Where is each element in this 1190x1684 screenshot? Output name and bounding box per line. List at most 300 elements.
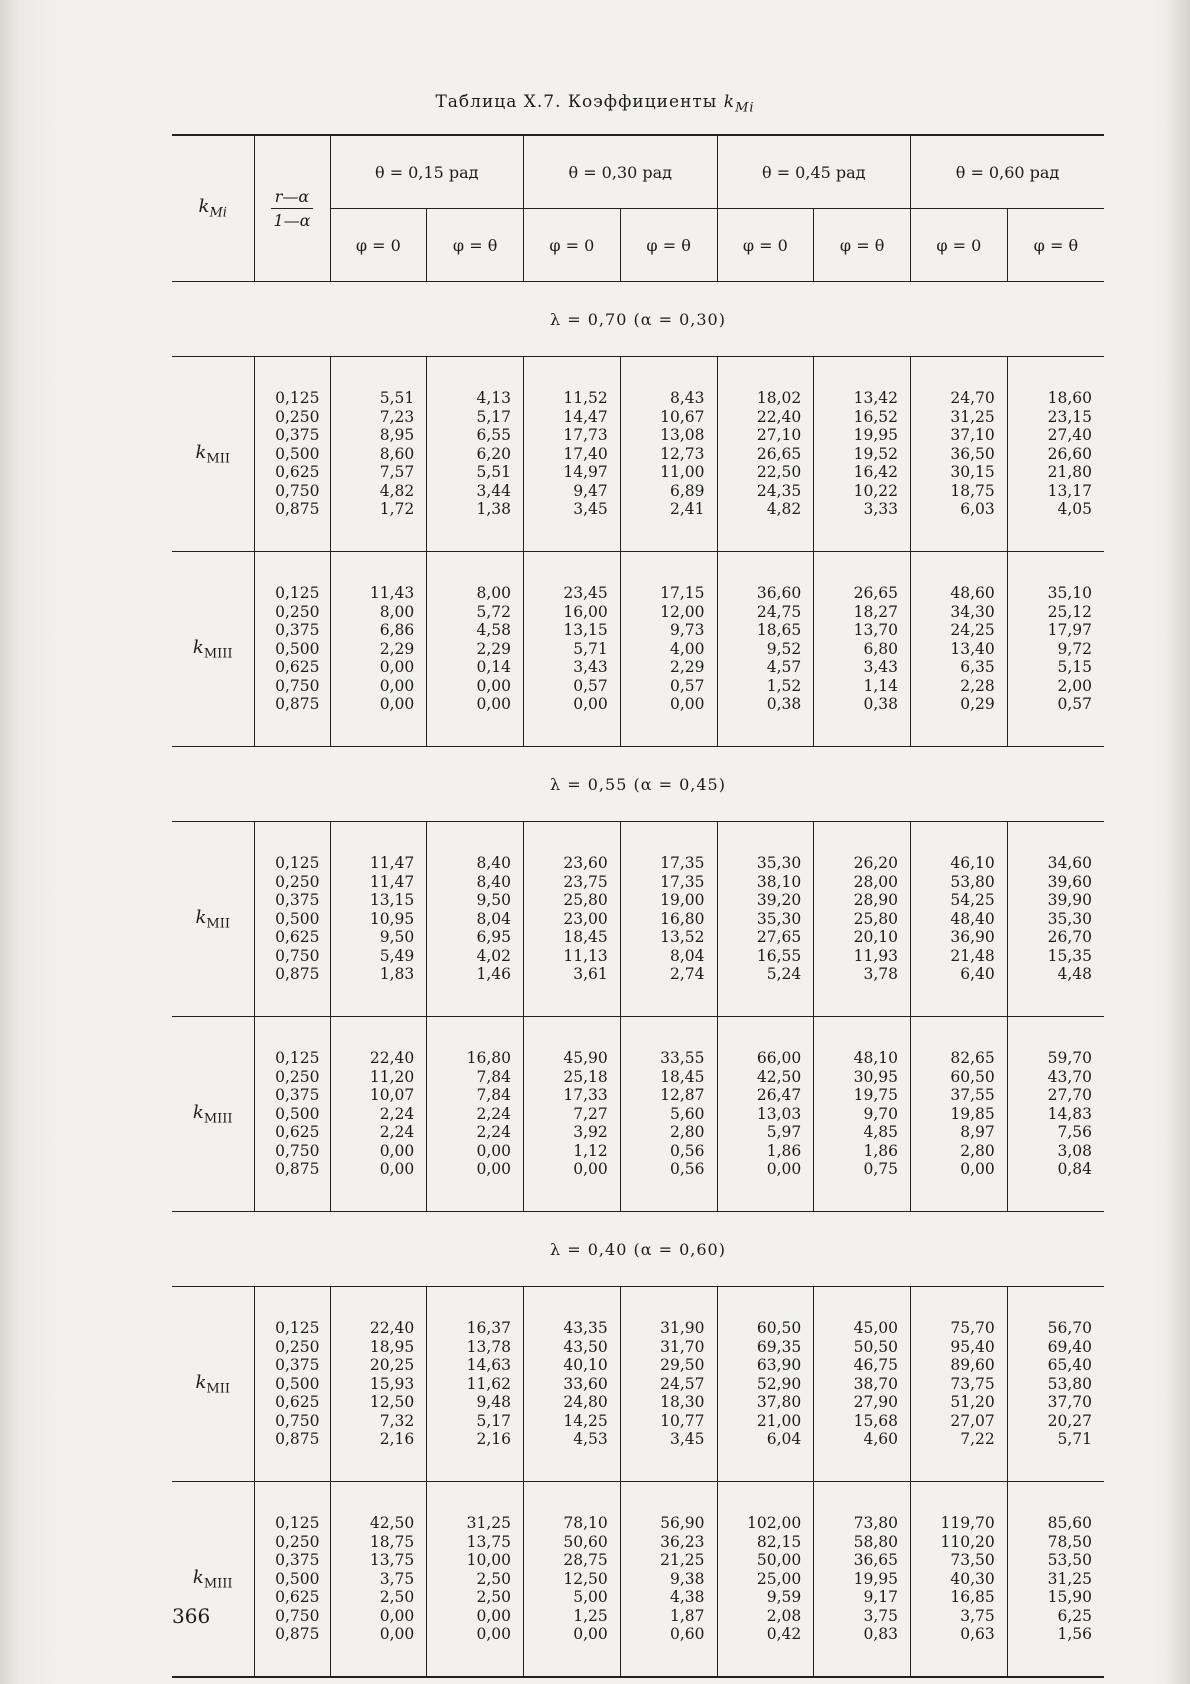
coefficient-values-cell: [911, 1287, 1008, 1482]
coefficient-value: 14,63: [466, 1356, 511, 1375]
coefficient-value: 1,25: [573, 1606, 608, 1625]
coefficient-value: 56,70: [1047, 1319, 1092, 1338]
coefficient-value: 16,55: [756, 946, 802, 965]
coefficient-value: 3,08: [1057, 1141, 1092, 1160]
coefficient-value: 26,70: [1047, 928, 1092, 947]
coefficient-value: 9,50: [379, 928, 415, 947]
coefficient-value: 35,10: [1047, 584, 1092, 603]
coefficient-value: 73,50: [950, 1551, 995, 1570]
coefficient-value: 8,00: [379, 602, 415, 621]
coefficient-value: 5,17: [476, 407, 511, 426]
coefficient-value: 0,00: [476, 1141, 511, 1160]
ratio-values-cell: [254, 552, 330, 747]
ratio-value: 0,125: [275, 1049, 320, 1068]
coefficient-value: 0,75: [863, 1160, 898, 1179]
coefficient-value: 8,40: [476, 854, 511, 873]
coefficient-value: 39,90: [1047, 891, 1092, 910]
coefficient-value: 3,75: [863, 1606, 898, 1625]
coefficient-value: 1,12: [573, 1141, 608, 1160]
coefficient-value: 24,70: [950, 389, 995, 408]
ratio-value: 0,125: [275, 1319, 320, 1338]
coefficient-value: 27,65: [756, 928, 802, 947]
ratio-value: 0,375: [275, 891, 320, 910]
coefficient-value: 13,03: [756, 1104, 802, 1123]
table-title-symbol: k: [723, 92, 736, 112]
coefficient-value: 33,60: [563, 1374, 608, 1393]
coefficient-value: 0,00: [379, 1160, 415, 1179]
coefficient-value: 7,56: [1057, 1123, 1092, 1142]
coefficient-value: 15,93: [369, 1374, 415, 1393]
coefficient-value: 4,58: [476, 621, 511, 640]
coefficient-value: 1,72: [379, 500, 415, 519]
coefficient-value: 5,60: [669, 1104, 705, 1123]
coefficient-value: 53,80: [1047, 1374, 1092, 1393]
coefficient-value: 15,35: [1047, 946, 1092, 965]
coefficient-label: [172, 357, 254, 552]
coefficient-value: 6,95: [476, 928, 511, 947]
coefficient-value: 19,95: [853, 426, 898, 445]
ratio-denominator: 1—α: [273, 211, 311, 230]
coefficient-value: 50,50: [853, 1337, 898, 1356]
coefficient-value: 7,57: [379, 463, 415, 482]
coefficient-value: 20,10: [853, 928, 898, 947]
coefficient-values-cell: [330, 1287, 427, 1482]
coefficient-value: 17,15: [660, 584, 705, 603]
coefficient-value: 0,00: [573, 695, 608, 714]
coefficient-value: 2,29: [669, 658, 705, 677]
ratio-value: 0,250: [275, 1337, 320, 1356]
header-kmi: [172, 135, 254, 282]
header-kmi-symbol: k: [198, 196, 210, 218]
ratio-value: 0,625: [275, 463, 320, 482]
ratio-value: 0,375: [275, 1086, 320, 1105]
coefficient-values-cell: [1007, 1017, 1104, 1212]
coefficient-value: 22,50: [756, 463, 802, 482]
coefficient-value: 18,65: [756, 621, 802, 640]
coefficients-table: [172, 134, 1104, 1678]
coefficient-value: 31,25: [466, 1514, 511, 1533]
coefficient-value: 0,56: [669, 1141, 705, 1160]
coefficient-values-cell: [524, 1017, 621, 1212]
coefficient-value: 40,30: [950, 1569, 995, 1588]
coefficient-value: 2,28: [960, 676, 995, 695]
coefficient-value: 26,60: [1047, 444, 1092, 463]
page-number: 366: [172, 1604, 211, 1628]
coefficient-value: 0,00: [379, 676, 415, 695]
coefficient-value: 16,42: [853, 463, 898, 482]
coefficient-value: 2,00: [1057, 676, 1092, 695]
lambda-section-row: [172, 282, 1104, 357]
coefficient-values-cell: [814, 822, 911, 1017]
coefficient-value: 15,68: [853, 1411, 898, 1430]
coefficient-value: 28,75: [563, 1551, 608, 1570]
coefficient-value: 9,47: [573, 481, 608, 500]
table-title: [0, 92, 1190, 115]
ratio-value: 0,375: [275, 621, 320, 640]
coefficient-subscript: MII: [206, 916, 230, 932]
coefficient-value: 0,29: [960, 695, 995, 714]
coefficient-value: 2,50: [379, 1588, 415, 1607]
coefficient-value: 43,50: [563, 1337, 608, 1356]
coefficient-value: 22,40: [369, 1049, 415, 1068]
coefficient-value: 3,75: [960, 1606, 995, 1625]
header-ratio: [254, 135, 330, 282]
coefficient-value: 8,40: [476, 872, 511, 891]
coefficient-value: 24,25: [950, 621, 995, 640]
coefficient-value: 82,65: [950, 1049, 995, 1068]
coefficient-values-cell: [1007, 552, 1104, 747]
lambda-section-label: λ = 0,55 (α = 0,45): [550, 774, 726, 794]
coefficient-value: 48,40: [950, 909, 995, 928]
coefficient-value: 18,75: [369, 1532, 415, 1551]
coefficient-value: 18,60: [1047, 389, 1092, 408]
table-body: [172, 282, 1104, 1678]
coefficient-value: 4,38: [669, 1588, 705, 1607]
coefficient-values-cell: [911, 1482, 1008, 1678]
coefficient-value: 2,29: [476, 639, 511, 658]
coefficient-value: 36,50: [950, 444, 995, 463]
header-theta-group: θ = 0,45 рад: [717, 135, 911, 209]
coefficient-value: 50,60: [563, 1532, 608, 1551]
coefficient-value: 26,20: [853, 854, 898, 873]
coefficient-value: 25,12: [1047, 602, 1092, 621]
coefficient-value: 24,75: [756, 602, 802, 621]
ratio-value: 0,875: [275, 1430, 320, 1449]
coefficient-value: 8,04: [476, 909, 511, 928]
coefficient-subscript: MIII: [203, 1111, 233, 1127]
coefficient-value: 110,20: [940, 1532, 995, 1551]
coefficient-value: 5,17: [476, 1411, 511, 1430]
coefficient-value: 42,50: [756, 1067, 802, 1086]
coefficient-value: 5,00: [573, 1588, 608, 1607]
coefficient-value: 13,75: [466, 1532, 511, 1551]
coefficient-values-cell: [814, 552, 911, 747]
coefficient-values-cell: [427, 1482, 524, 1678]
header-theta-group: θ = 0,30 рад: [524, 135, 718, 209]
coefficient-value: 16,37: [466, 1319, 511, 1338]
coefficient-value: 13,42: [853, 389, 898, 408]
coefficient-value: 35,30: [1047, 909, 1092, 928]
ratio-value: 0,500: [275, 909, 320, 928]
coefficient-value: 12,73: [660, 444, 705, 463]
coefficient-value: 18,95: [369, 1337, 415, 1356]
coefficient-value: 25,80: [563, 891, 608, 910]
coefficient-value: 31,70: [660, 1337, 705, 1356]
coefficient-values-cell: [330, 1482, 427, 1678]
ratio-value: 0,750: [275, 676, 320, 695]
coefficient-value: 0,57: [573, 676, 608, 695]
coefficient-value: 3,45: [573, 500, 608, 519]
coefficient-value: 5,71: [1057, 1430, 1092, 1449]
coefficient-value: 37,80: [756, 1393, 802, 1412]
coefficient-value: 5,71: [573, 639, 608, 658]
coefficient-value: 17,35: [660, 872, 705, 891]
coefficient-value: 18,45: [660, 1067, 705, 1086]
coefficient-values-cell: [717, 822, 814, 1017]
table-title-prefix: Таблица X.7. Коэффициенты: [435, 92, 718, 112]
coefficient-value: 11,62: [466, 1374, 511, 1393]
coefficient-value: 27,07: [950, 1411, 995, 1430]
coefficient-value: 0,14: [476, 658, 511, 677]
ratio-value: 0,250: [275, 407, 320, 426]
coefficient-value: 2,29: [379, 639, 415, 658]
coefficient-value: 6,35: [960, 658, 995, 677]
coefficient-value: 1,46: [476, 965, 511, 984]
coefficient-values-cell: [427, 1287, 524, 1482]
header-phi: φ = 0: [717, 209, 814, 282]
ratio-value: 0,625: [275, 1393, 320, 1412]
coefficient-value: 15,90: [1047, 1588, 1092, 1607]
coefficient-value: 4,82: [379, 481, 415, 500]
header-phi: φ = θ: [620, 209, 717, 282]
ratio-value: 0,625: [275, 1123, 320, 1142]
coefficient-value: 4,53: [573, 1430, 608, 1449]
coefficient-value: 0,42: [766, 1625, 802, 1644]
coefficient-value: 24,80: [563, 1393, 608, 1412]
coefficient-block-row: [172, 552, 1104, 747]
header-phi: φ = 0: [911, 209, 1008, 282]
coefficient-value: 39,60: [1047, 872, 1092, 891]
coefficient-value: 46,10: [950, 854, 995, 873]
coefficient-value: 3,92: [573, 1123, 608, 1142]
coefficient-value: 19,75: [853, 1086, 898, 1105]
coefficient-value: 52,90: [756, 1374, 802, 1393]
coefficient-value: 20,25: [369, 1356, 415, 1375]
coefficient-subscript: MII: [206, 451, 230, 467]
coefficient-value: 13,08: [660, 426, 705, 445]
ratio-value: 0,125: [275, 1514, 320, 1533]
ratio-value: 0,875: [275, 965, 320, 984]
coefficient-value: 45,00: [853, 1319, 898, 1338]
coefficient-value: 11,52: [563, 389, 608, 408]
coefficient-value: 0,00: [379, 658, 415, 677]
coefficient-value: 73,75: [950, 1374, 995, 1393]
coefficient-value: 36,60: [756, 584, 802, 603]
coefficient-value: 10,67: [660, 407, 705, 426]
coefficient-label: [172, 1287, 254, 1482]
coefficient-value: 51,20: [950, 1393, 995, 1412]
coefficient-value: 21,48: [950, 946, 995, 965]
coefficient-label: [172, 1017, 254, 1212]
coefficient-value: 3,33: [863, 500, 898, 519]
coefficient-value: 27,90: [853, 1393, 898, 1412]
coefficient-value: 56,90: [660, 1514, 705, 1533]
coefficient-subscript: MIII: [203, 1576, 233, 1592]
coefficient-value: 6,86: [379, 621, 415, 640]
coefficient-values-cell: [1007, 1482, 1104, 1678]
lambda-section-label: λ = 0,70 (α = 0,30): [550, 309, 726, 329]
coefficient-value: 0,00: [476, 676, 511, 695]
coefficient-value: 8,97: [960, 1123, 995, 1142]
coefficient-value: 1,86: [766, 1141, 802, 1160]
coefficient-value: 16,00: [563, 602, 608, 621]
coefficient-value: 2,24: [476, 1104, 511, 1123]
coefficient-value: 35,30: [756, 854, 802, 873]
coefficient-value: 26,47: [756, 1086, 802, 1105]
ratio-value: 0,875: [275, 695, 320, 714]
coefficient-value: 10,95: [369, 909, 415, 928]
coefficient-value: 2,74: [669, 965, 705, 984]
coefficient-value: 21,00: [756, 1411, 802, 1430]
coefficient-value: 78,50: [1047, 1532, 1092, 1551]
coefficient-values-cell: [620, 822, 717, 1017]
coefficient-value: 31,90: [660, 1319, 705, 1338]
coefficient-value: 59,70: [1047, 1049, 1092, 1068]
coefficient-block-row: [172, 1482, 1104, 1678]
ratio-value: 0,500: [275, 639, 320, 658]
coefficient-value: 10,77: [660, 1411, 705, 1430]
coefficient-value: 42,50: [369, 1514, 415, 1533]
coefficient-value: 17,73: [563, 426, 608, 445]
coefficient-label: [172, 1482, 254, 1678]
coefficient-value: 36,90: [950, 928, 995, 947]
coefficient-values-cell: [814, 1017, 911, 1212]
coefficient-value: 9,59: [766, 1588, 802, 1607]
coefficient-value: 0,57: [1057, 695, 1092, 714]
coefficient-value: 16,85: [950, 1588, 995, 1607]
coefficient-block-row: [172, 822, 1104, 1017]
coefficient-value: 8,60: [379, 444, 415, 463]
coefficient-value: 1,14: [863, 676, 898, 695]
coefficient-label: [172, 552, 254, 747]
coefficient-value: 10,07: [369, 1086, 415, 1105]
coefficient-value: 4,48: [1057, 965, 1092, 984]
coefficient-value: 18,45: [563, 928, 608, 947]
coefficient-value: 2,16: [379, 1430, 415, 1449]
coefficient-value: 25,18: [563, 1067, 608, 1086]
coefficient-values-cell: [814, 1287, 911, 1482]
coefficient-values-cell: [1007, 357, 1104, 552]
coefficient-value: 26,65: [853, 584, 898, 603]
coefficient-value: 8,00: [476, 584, 511, 603]
coefficient-value: 65,40: [1047, 1356, 1092, 1375]
coefficient-values-cell: [814, 357, 911, 552]
ratio-value: 0,625: [275, 658, 320, 677]
coefficient-values-cell: [717, 1482, 814, 1678]
coefficient-value: 25,00: [756, 1569, 802, 1588]
coefficient-value: 8,95: [379, 426, 415, 445]
coefficient-values-cell: [620, 1017, 717, 1212]
ratio-values-cell: [254, 822, 330, 1017]
coefficient-value: 39,20: [756, 891, 802, 910]
coefficient-value: 48,60: [950, 584, 995, 603]
coefficient-value: 1,83: [379, 965, 415, 984]
coefficient-value: 43,35: [563, 1319, 608, 1338]
coefficient-value: 22,40: [369, 1319, 415, 1338]
coefficient-value: 10,00: [466, 1551, 511, 1570]
coefficient-values-cell: [427, 357, 524, 552]
coefficient-value: 11,93: [853, 946, 898, 965]
coefficient-block-row: [172, 1287, 1104, 1482]
ratio-value: 0,875: [275, 1160, 320, 1179]
coefficient-value: 12,50: [369, 1393, 415, 1412]
coefficient-value: 13,75: [369, 1551, 415, 1570]
coefficient-value: 11,20: [369, 1067, 415, 1086]
coefficient-value: 48,10: [853, 1049, 898, 1068]
coefficient-value: 13,15: [563, 621, 608, 640]
coefficient-value: 0,00: [379, 1141, 415, 1160]
coefficient-value: 20,27: [1047, 1411, 1092, 1430]
coefficient-values-cell: [330, 552, 427, 747]
coefficient-value: 0,38: [766, 695, 802, 714]
coefficient-value: 9,17: [863, 1588, 898, 1607]
ratio-value: 0,250: [275, 1532, 320, 1551]
header-phi: φ = θ: [814, 209, 911, 282]
coefficient-value: 27,40: [1047, 426, 1092, 445]
coefficient-value: 5,24: [766, 965, 802, 984]
ratio-value: 0,250: [275, 602, 320, 621]
coefficient-value: 28,90: [853, 891, 898, 910]
coefficient-values-cell: [330, 357, 427, 552]
coefficient-value: 4,00: [669, 639, 705, 658]
coefficient-value: 73,80: [853, 1514, 898, 1533]
coefficient-value: 4,13: [476, 389, 511, 408]
coefficient-symbol: k: [195, 906, 207, 928]
coefficient-value: 13,17: [1047, 481, 1092, 500]
coefficient-value: 0,00: [379, 1606, 415, 1625]
coefficient-value: 28,00: [853, 872, 898, 891]
coefficient-value: 53,50: [1047, 1551, 1092, 1570]
coefficient-value: 34,30: [950, 602, 995, 621]
ratio-value: 0,750: [275, 481, 320, 500]
coefficient-values-cell: [330, 822, 427, 1017]
coefficient-value: 0,00: [379, 695, 415, 714]
coefficient-value: 0,84: [1057, 1160, 1092, 1179]
coefficient-values-cell: [911, 822, 1008, 1017]
coefficient-value: 2,08: [766, 1606, 802, 1625]
coefficient-value: 19,52: [853, 444, 898, 463]
coefficient-block-row: [172, 1017, 1104, 1212]
coefficient-value: 25,80: [853, 909, 898, 928]
coefficient-value: 12,87: [660, 1086, 705, 1105]
coefficient-value: 14,83: [1047, 1104, 1092, 1123]
coefficient-value: 5,49: [379, 946, 415, 965]
coefficient-value: 58,80: [853, 1532, 898, 1551]
coefficient-value: 2,24: [379, 1104, 415, 1123]
coefficient-value: 5,51: [379, 389, 415, 408]
coefficient-value: 0,00: [476, 695, 511, 714]
coefficient-value: 6,89: [669, 481, 705, 500]
coefficient-value: 6,25: [1057, 1606, 1092, 1625]
coefficient-values-cell: [620, 357, 717, 552]
coefficient-values-cell: [911, 1017, 1008, 1212]
coefficient-value: 17,97: [1047, 621, 1092, 640]
ratio-value: 0,500: [275, 1374, 320, 1393]
coefficient-value: 69,40: [1047, 1337, 1092, 1356]
coefficient-value: 34,60: [1047, 854, 1092, 873]
coefficient-value: 11,47: [369, 872, 415, 891]
ratio-values-cell: [254, 357, 330, 552]
header-phi: φ = 0: [524, 209, 621, 282]
coefficient-value: 7,22: [960, 1430, 995, 1449]
coefficient-value: 31,25: [950, 407, 995, 426]
ratio-values-cell: [254, 1017, 330, 1212]
coefficient-value: 21,25: [660, 1551, 705, 1570]
ratio-value: 0,250: [275, 1067, 320, 1086]
coefficient-value: 23,60: [563, 854, 608, 873]
coefficient-value: 0,63: [960, 1625, 995, 1644]
coefficient-value: 2,41: [669, 500, 705, 519]
coefficient-value: 18,75: [950, 481, 995, 500]
coefficient-value: 11,13: [563, 946, 608, 965]
coefficient-value: 6,03: [960, 500, 995, 519]
ratio-value: 0,500: [275, 1104, 320, 1123]
coefficient-label: [172, 822, 254, 1017]
ratio-values-cell: [254, 1287, 330, 1482]
coefficient-value: 0,00: [476, 1160, 511, 1179]
coefficient-symbol: k: [192, 636, 204, 658]
coefficient-values-cell: [524, 552, 621, 747]
